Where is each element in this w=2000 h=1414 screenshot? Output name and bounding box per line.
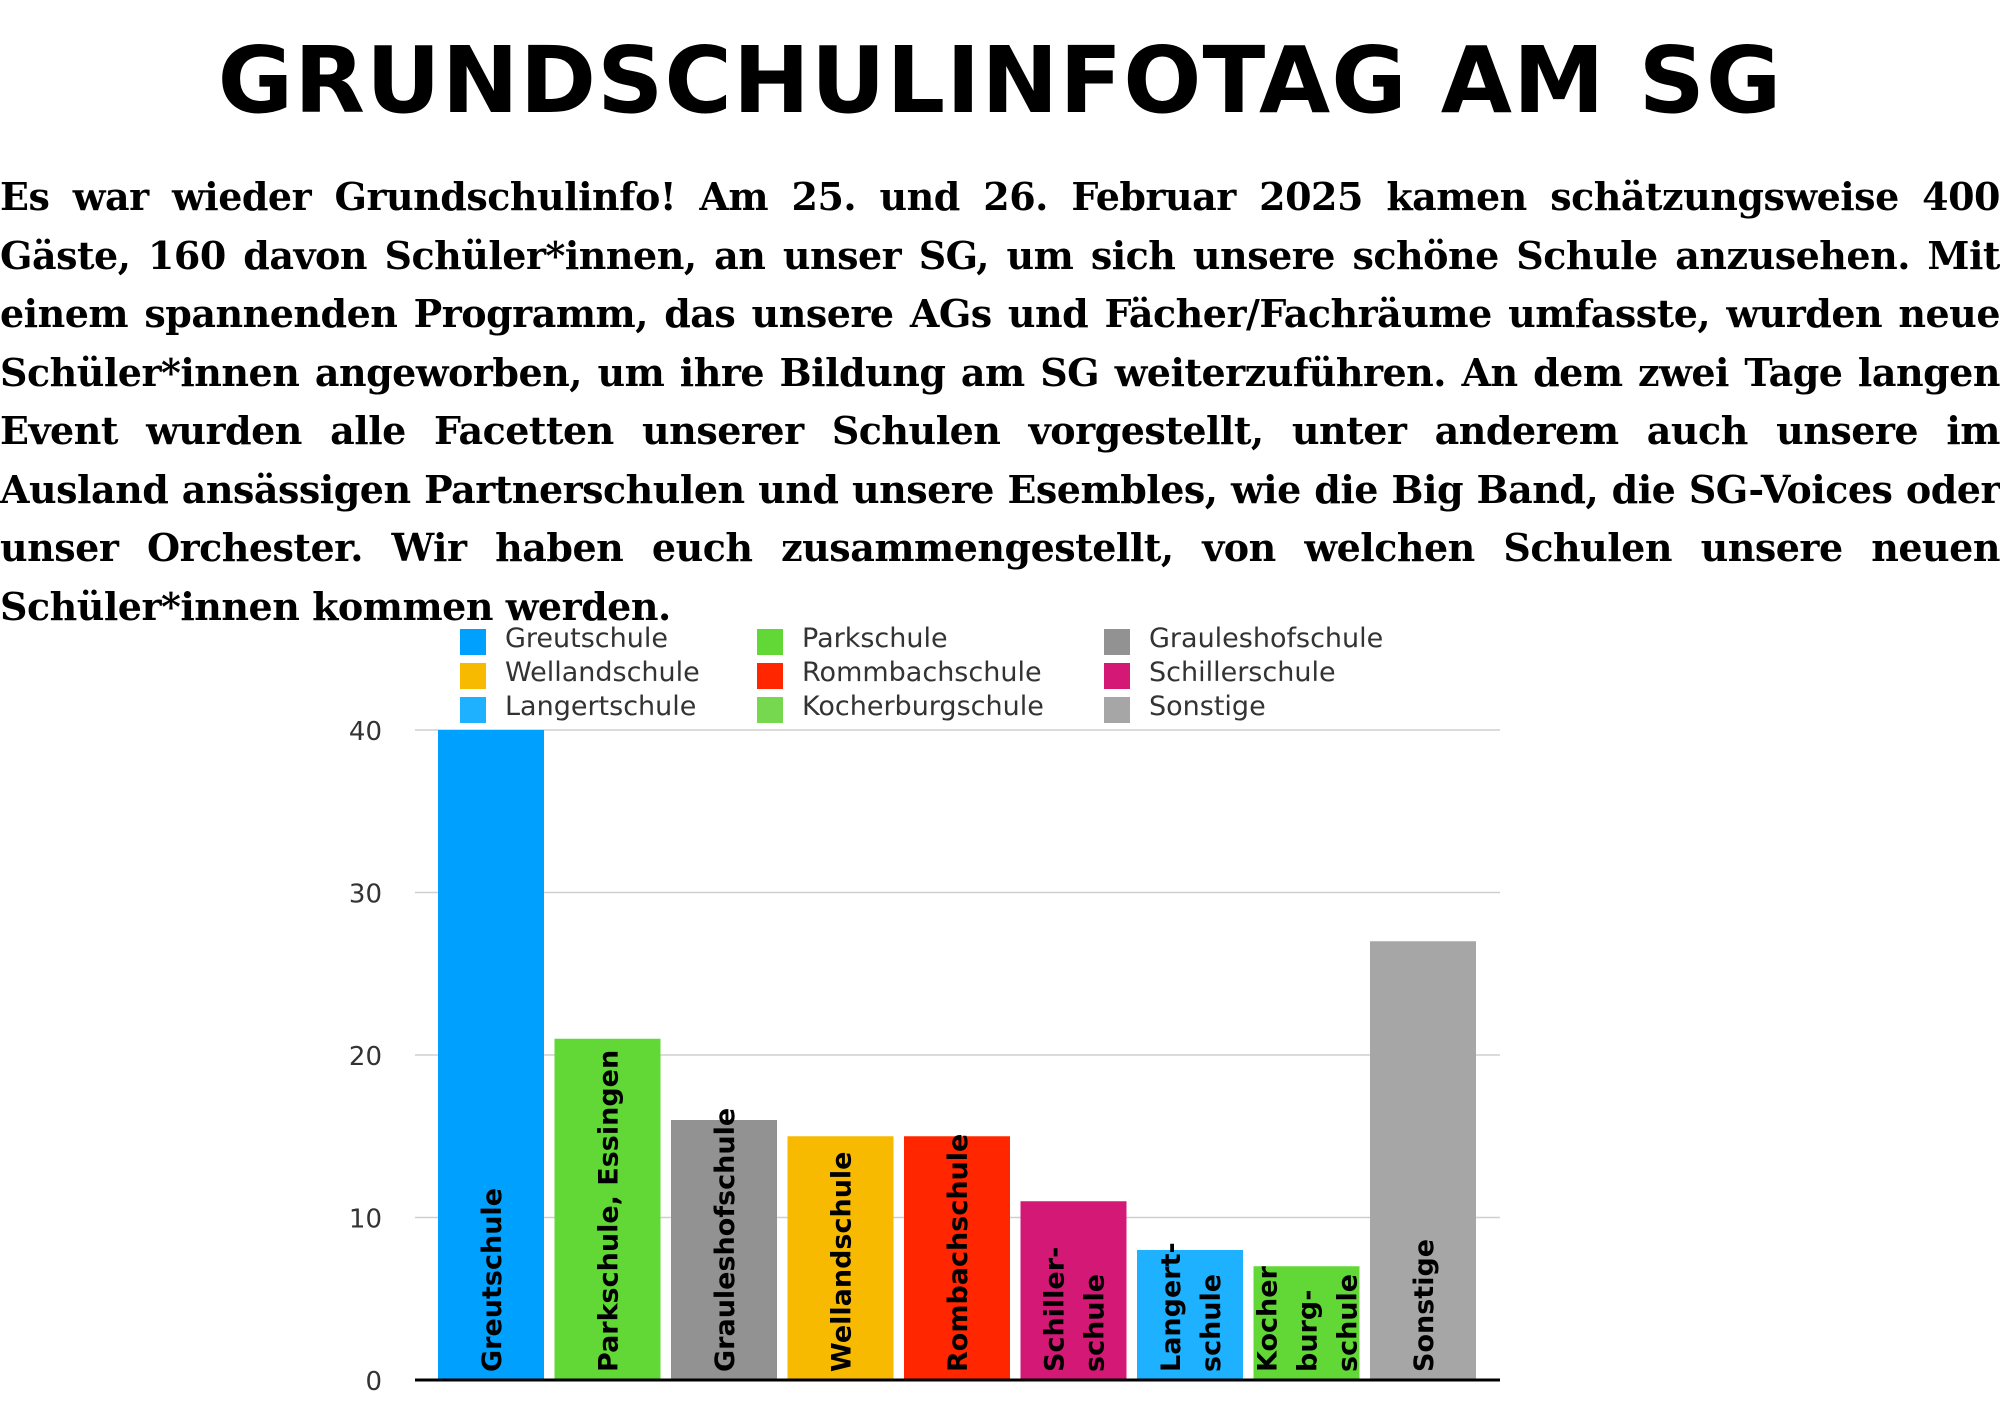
intro-paragraph: Es war wieder Grundschulinfo! Am 25. und 26. Februar 2025 kamen schätzungsweise 400 Gäste, 160 davon Schüler*innen, an unser SG, um sich unsere schöne Schule anzusehen. Mit einem spannenden Programm, das unsere AGs und Fächer/Fachräume umfasste, wurden neue Schüler*innen angeworben, um ihre Bildung am SG weiterzuführen. An dem zwei Tage langen Event wurden alle Facetten unserer Schulen vorgestellt, unter anderem auch unsere im Ausland ansässigen Partnerschulen und unsere Esembles, wie die Big Band, die SG-Voices oder unser Orchester. Wir haben euch zusammengestellt, von welchen Schulen unsere neuen Schüler*innen kommen werden. xyxy=(0,174,2000,629)
bar-label: Grauleshofschule xyxy=(710,1107,741,1372)
bar-label: schule xyxy=(1079,1273,1111,1372)
legend-label: Greutschule xyxy=(505,623,668,654)
bar xyxy=(1021,1201,1127,1380)
bar xyxy=(1137,1250,1243,1380)
legend-label: Wellandschule xyxy=(505,657,700,688)
bar-label: Schiller- xyxy=(1039,1246,1071,1372)
y-tick-label: 40 xyxy=(348,717,382,747)
bar-label: Parkschule, Essingen xyxy=(593,1049,625,1372)
y-tick-label: 0 xyxy=(365,1367,382,1397)
bar-label: schule xyxy=(1196,1273,1227,1372)
legend-label: Parkschule xyxy=(802,623,948,654)
bar-label: Langert- xyxy=(1156,1242,1187,1372)
y-tick-label: 10 xyxy=(348,1204,382,1235)
y-tick-label: 20 xyxy=(348,1042,382,1072)
bar-label: burg- xyxy=(1292,1289,1324,1372)
bar-label: Greutschule xyxy=(477,1187,508,1372)
legend-label: Langertschule xyxy=(505,691,697,722)
bar-label: Rombachschule xyxy=(943,1133,974,1372)
legend-label: Sonstige xyxy=(1149,691,1266,722)
page-title: GRUNDSCHULINFOTAG AM SG xyxy=(217,27,1783,134)
legend-label: Schillerschule xyxy=(1149,657,1336,688)
bar-label: Sonstige xyxy=(1409,1238,1440,1372)
bar-label: Wellandschule xyxy=(826,1151,858,1372)
y-tick-label: 30 xyxy=(348,879,382,910)
legend-label: Kocherburgschule xyxy=(802,691,1044,722)
legend-label: Grauleshofschule xyxy=(1149,623,1384,654)
bar-label: schule xyxy=(1332,1273,1364,1372)
legend-label: Rommbachschule xyxy=(802,657,1042,688)
bar-label: Kocher xyxy=(1252,1266,1284,1372)
